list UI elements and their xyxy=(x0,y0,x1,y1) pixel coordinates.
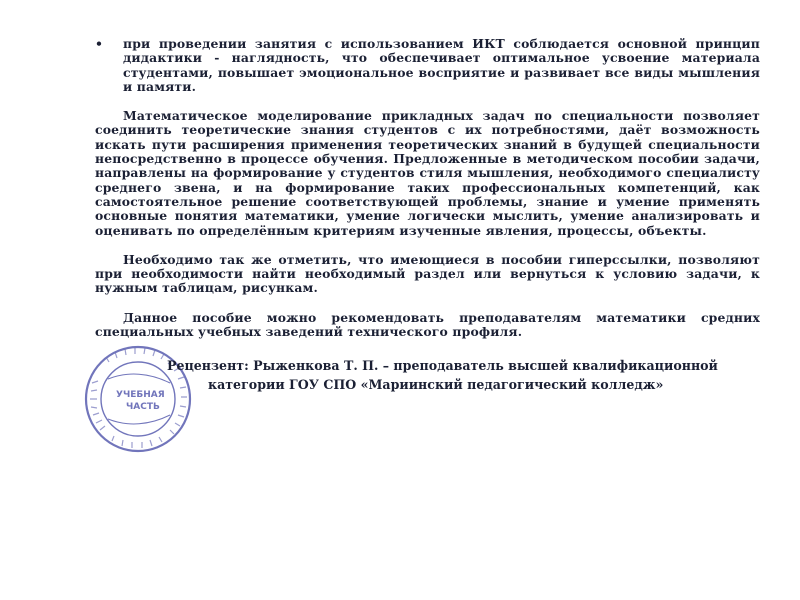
stamp-text-1: УЧЕБНАЯ xyxy=(116,390,165,400)
reviewer-line-1: Рецензент: Рыженкова Т. П. – преподаватель высшей квалификационной xyxy=(167,358,718,373)
document-body xyxy=(95,37,760,354)
stamp-text-2: ЧАСТЬ xyxy=(126,402,160,412)
bullet-item xyxy=(95,37,760,94)
bullet-icon: • xyxy=(95,36,104,51)
paragraph-hyperlinks: Необходимо так же отметить, что имеющиеся в пособии гиперссылки, позволяют при необходимости найти необходимый раздел или вернуться к условию задачи, к нужным таблицам, рисункам. xyxy=(95,251,760,296)
paragraph-modeling: Математическое моделирование прикладных задач по специальности позволяет соединить теоретические знания студентов с их потребностями, даёт возможность искать пути расширения применения теоретических знаний в будущей специальности непосредственно в процессе обучения. Предложенные в методическом пособии задачи, направлены на формирование у студентов стиля мышления, необходимого специалисту среднего звена, и на формирование таких профессиональных компетенций, как самостоятельное решение соответствующей проблемы, знание и умение применять основные понятия математики, умение логически мыслить, умение анализировать и оценивать по определённым критериям изученные явления, процессы, объекты. xyxy=(95,108,760,238)
reviewer-line-2: категории ГОУ СПО «Мариинский педагогический колледж» xyxy=(208,377,664,392)
paragraph-recommendation: Данное пособие можно рекомендовать преподавателям математики средних специальных учебных заведений технического профиля. xyxy=(95,309,760,340)
bullet-text: при проведении занятия с использованием ИКТ соблюдается основной принцип дидактики - наглядность, что обеспечивает оптимальное усвоение материала студентами, повышает эмоциональное восприятие и развивает все виды мышления и памяти. xyxy=(123,36,760,94)
